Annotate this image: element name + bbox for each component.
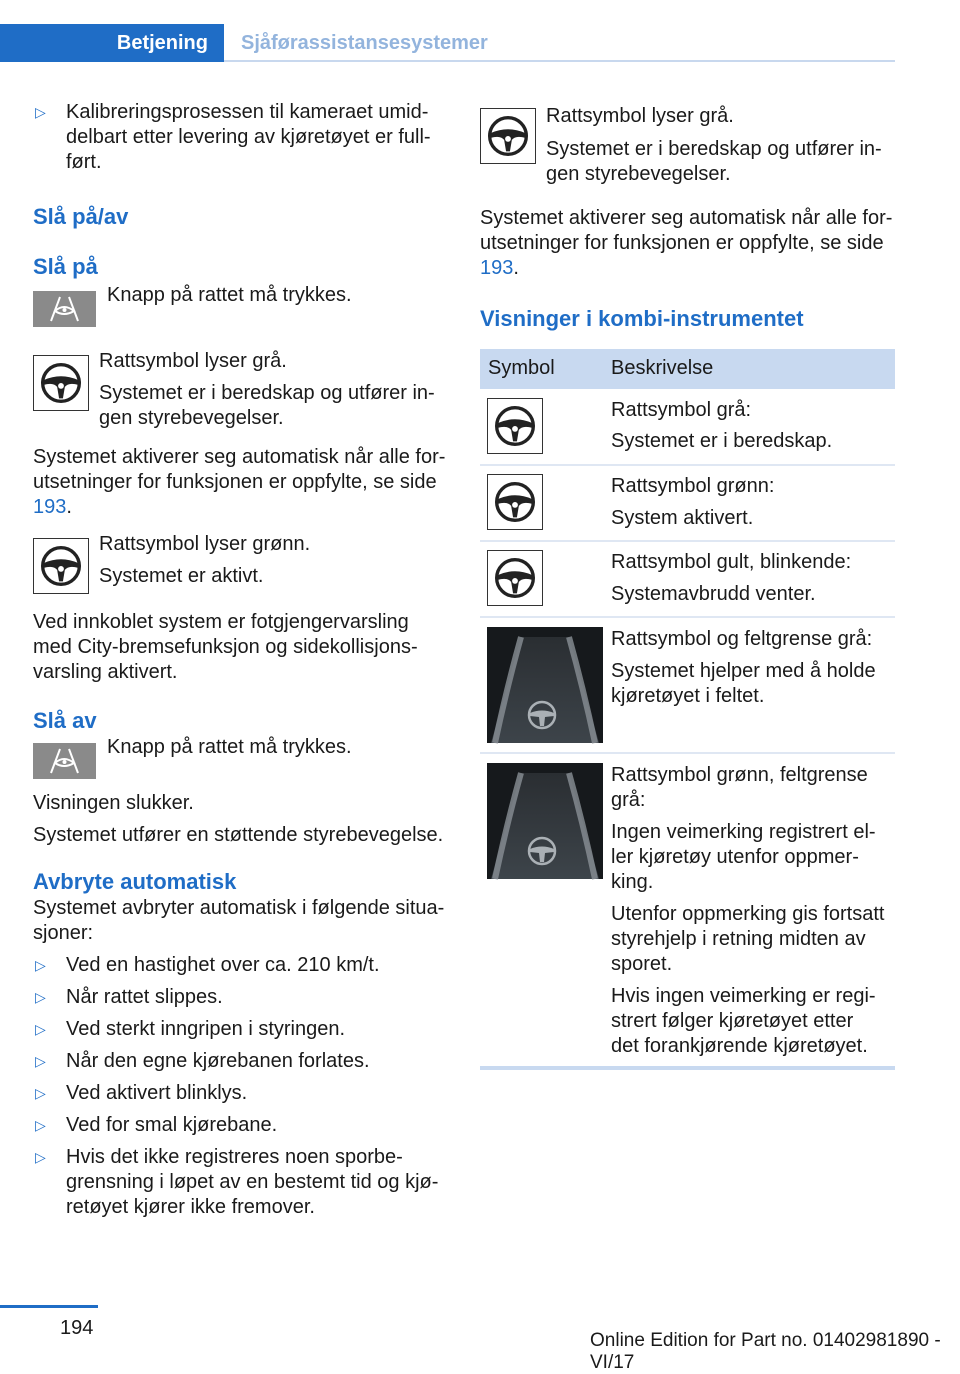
list-item: ▷ Ved aktivert blinklys. [35, 1082, 248, 1104]
row-divider [480, 616, 895, 618]
row-divider [480, 752, 895, 754]
list-item: ▷ Hvis det ikke registreres noen sporbegrensning i løpet av en bestemt tid og kjøretøyet kjører ikke fremover. [35, 1146, 439, 1218]
triangle-bullet-icon: ▷ [35, 1085, 46, 1101]
triangle-bullet-icon: ▷ [35, 1149, 46, 1165]
right-column [480, 100, 895, 333]
page-number: 194 [60, 1317, 94, 1339]
triangle-bullet-icon: ▷ [35, 989, 46, 1005]
triangle-bullet-icon: ▷ [35, 957, 46, 973]
green-symbol-row: Rattsymbol lyser grønn. Systemet er aktivt. [33, 532, 448, 602]
off-button-row [33, 736, 448, 789]
list-item: ▷ Når den egne kjørebanen forlates. [35, 1050, 370, 1072]
triangle-bullet-icon: ▷ [35, 1053, 46, 1069]
lane-assist-button-icon [33, 291, 96, 327]
steering-wheel-icon [487, 550, 543, 606]
list-item: ▷ Ved for smal kjørebane. [35, 1114, 278, 1136]
cancel-list [33, 953, 448, 1220]
triangle-bullet-icon: ▷ [35, 1021, 46, 1037]
grey-symbol-row: Rattsymbol lyser grå. Systemet er i beredskap og utfører ingen styrebevegelser. [33, 349, 448, 431]
heading-off: Slå av [33, 708, 97, 733]
table-bottom-rule [480, 1066, 895, 1070]
steering-wheel-icon [33, 538, 89, 594]
calibration-list [33, 100, 448, 175]
table-header [480, 349, 895, 389]
on-button-text: Knapp på rattet må trykkes. [107, 284, 352, 306]
row-divider [480, 464, 895, 466]
triangle-bullet-icon: ▷ [35, 104, 46, 120]
heading-cancel: Avbryte automatisk [33, 869, 237, 894]
list-item: ▷ Ved en hastighet over ca. 210 km/t. [35, 954, 380, 976]
col-description: Beskrivelse [611, 357, 714, 379]
left-column: ▷ Kalibreringsprosessen til kameraet umiddelbart etter levering av kjøretøyet er fullført. Slå på/av Slå på Knapp på rattet må trykkes. Rattsymbol lyser grå. Systemet er i beredskap og utfører ingen styrebevegelser. Systemet aktiverer seg automatisk når alle forutsetninger for funksjonen er oppfylte, se side 193. Rattsymbol lyser grønn. Systemet er aktivt. Ved innkoblet system er fotgjengervarsling med City-bremsefunksjon og sidekollisjonsvarsling aktivert. Slå av Knapp på rattet må trykkes. Visningen slukker. Systemet utfører en støttende styrebevegelse. Avbryte automatisk Systemet avbryter automatisk i følgende situasjoner: ▷ Ved en hastighet over ca. 210 km/t. ▷ Når rattet slippes. ▷ Ved sterkt inngripen i styringen. ▷ Når den egne kjørebanen forlates. ▷ Ved aktivert blinklys. ▷ Ved for smal kjørebane. ▷ Hvis det ikke registreres noen sporbegrensning i løpet av en bestemt tid og kjøretøyet kjører ikke fremover. [33, 100, 448, 1227]
row-divider [480, 540, 895, 542]
lane-display-image [487, 763, 603, 879]
heading-on: Slå på [33, 254, 98, 279]
edition-text: Online Edition for Part no. 01402981890 - VI/17 [590, 1330, 941, 1373]
section-tab: Betjening [0, 24, 224, 62]
steering-wheel-icon [480, 108, 536, 164]
page-link[interactable]: 193 [33, 496, 67, 518]
pedestrian-text: Ved innkoblet system er fotgjengervarsling med City-bremsefunksjon og sidekollisjonsvarsling aktivert. [33, 611, 418, 683]
page-header [0, 0, 960, 62]
steering-wheel-icon [33, 355, 89, 411]
header-rule [224, 60, 895, 62]
list-item: ▷ Ved sterkt inngripen i styringen. [35, 1018, 346, 1040]
auto-activate-text: Systemet aktiverer seg automatisk når alle forutsetninger for funksjonen er oppfylte, se side 193. [480, 207, 893, 279]
col-symbol: Symbol [488, 357, 555, 379]
heading-on-off: Slå på/av [33, 204, 129, 229]
triangle-bullet-icon: ▷ [35, 1117, 46, 1133]
steering-wheel-icon [487, 474, 543, 530]
lane-assist-button-icon [33, 743, 96, 779]
off-button-text: Knapp på rattet må trykkes. [107, 736, 352, 758]
heading-displays: Visninger i kombi-instrumentet [480, 306, 804, 331]
page-link[interactable]: 193 [480, 257, 514, 279]
on-button-row [33, 284, 448, 337]
footer-rule [0, 1305, 98, 1308]
grey-symbol-row: Rattsymbol lyser grå. Systemet er i beredskap og utfører ingen styrebevegelser. [480, 100, 895, 186]
steering-wheel-icon [487, 398, 543, 454]
list-item: ▷ Når rattet slippes. [35, 986, 223, 1008]
list-item: ▷ Kalibreringsprosessen til kameraet umiddelbart etter levering av kjøretøyet er fullført. [35, 101, 431, 173]
chapter-tab: Sjåførassistansesystemer [224, 24, 895, 62]
auto-activate-text: Systemet aktiverer seg automatisk når alle forutsetninger for funksjonen er oppfylte, se side 193. [33, 446, 446, 518]
lane-display-image [487, 627, 603, 743]
